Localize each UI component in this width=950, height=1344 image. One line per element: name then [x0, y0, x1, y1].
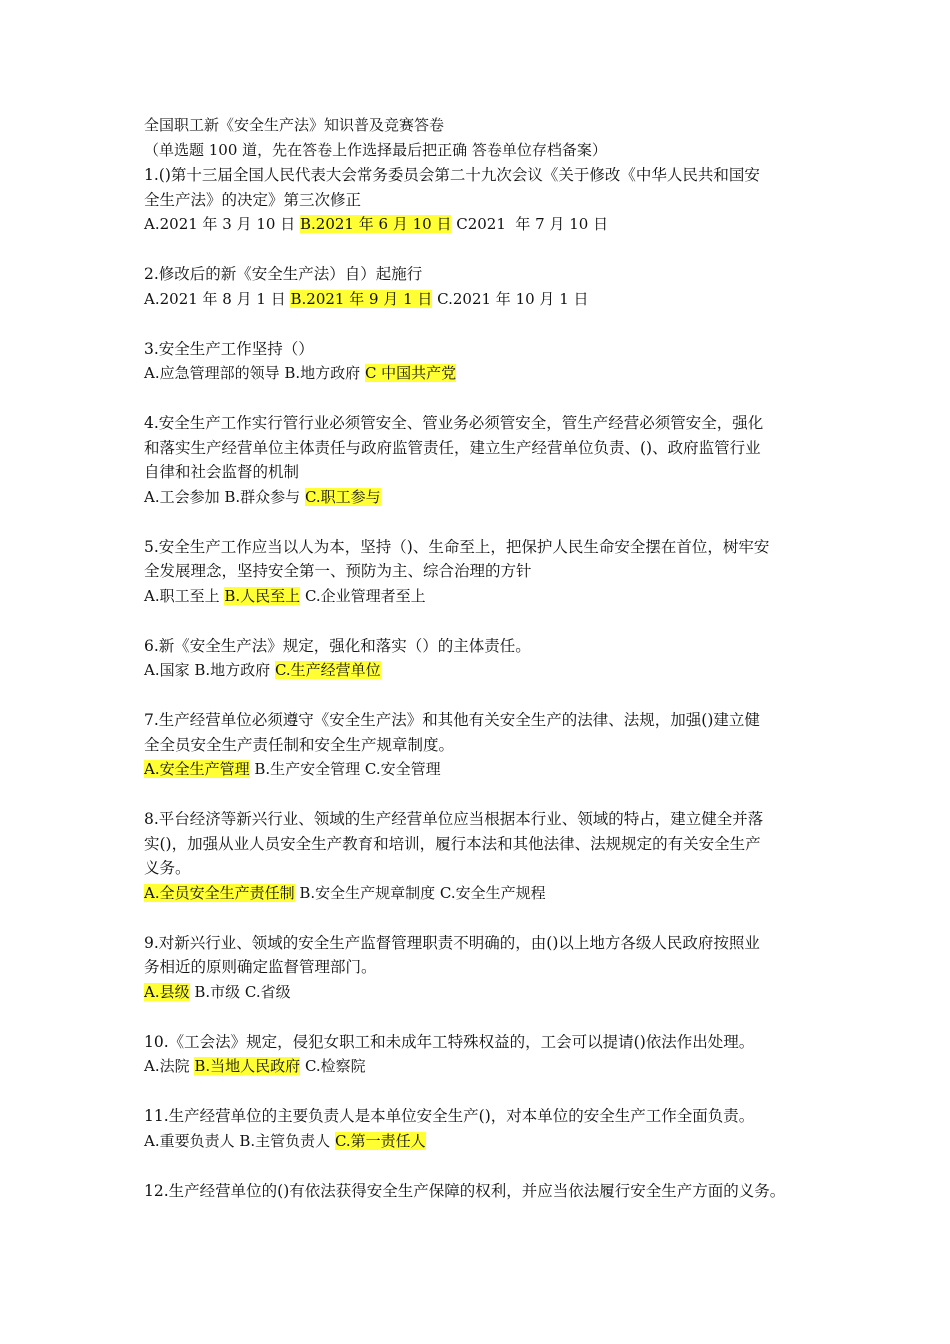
question-item — [144, 1030, 824, 1080]
answer-options — [144, 287, 824, 312]
question-item — [144, 931, 824, 1005]
question-text-line: 10.《工会法》规定，侵犯女职工和未成年工特殊权益的，工会可以提请()依法作出处理。 — [144, 1032, 755, 1051]
document-page — [144, 113, 824, 1203]
correct-answer-highlight: A.县级 — [144, 982, 190, 1001]
answer-options — [144, 881, 824, 906]
answer-option-text: B.市级 C.省级 — [189, 982, 291, 1001]
document-subtitle: （单选题 100 道，先在答卷上作选择最后把正确 答卷单位存档备案） — [144, 141, 607, 159]
answer-option-text: C.检察院 — [300, 1057, 366, 1075]
question-text-line: 12.生产经营单位的()有依法获得安全生产保障的权利，并应当依法履行安全生产方面的义务。 — [144, 1181, 786, 1200]
question-text-line: 务相近的原则确定监督管理部门。 — [144, 958, 377, 976]
question-text-line: 2.修改后的新《安全生产法）自）起施行 — [144, 265, 423, 283]
question-text-line: 1.()第十三届全国人民代表大会常务委员会第二十九次会议《关于修改《中华人民共和国安 — [144, 166, 760, 184]
question-item — [144, 163, 824, 237]
question-text-line: 和落实生产经营单位主体责任与政府监管责任，建立生产经营单位负责、()、政府监管行业 — [144, 438, 761, 457]
question-item — [144, 535, 824, 609]
correct-answer-highlight: A.安全生产管理 — [144, 760, 250, 778]
answer-option-text: A.国家 B.地方政府 — [144, 661, 275, 679]
question-text-line: 义务。 — [144, 859, 191, 877]
answer-option-text: A.法院 — [144, 1057, 195, 1075]
answer-option-text: A.工会参加 B.群众参与 — [144, 487, 305, 506]
answer-option-text: C2021 年 7 月 10 日 — [451, 215, 609, 233]
question-text-line: 全全员安全生产责任制和安全生产规章制度。 — [144, 735, 455, 754]
answer-option-text: A.应急管理部的领导 B.地方政府 — [144, 364, 365, 382]
question-text-line: 6.新《安全生产法》规定，强化和落实（）的主体责任。 — [144, 636, 531, 655]
correct-answer-highlight: B.人民至上 — [224, 586, 301, 605]
question-text-line: 11.生产经营单位的主要负责人是本单位安全生产()，对本单位的安全生产工作全面负责。 — [144, 1107, 755, 1125]
answer-options — [144, 1129, 824, 1154]
question-item — [144, 1179, 824, 1204]
question-item — [144, 411, 824, 510]
answer-options — [144, 485, 824, 510]
answer-option-text: C.企业管理者至上 — [300, 586, 426, 605]
question-list — [144, 163, 824, 1203]
answer-options — [144, 980, 824, 1005]
question-item — [144, 634, 824, 684]
answer-options — [144, 757, 824, 782]
answer-option-text: B.生产安全管理 C.安全管理 — [249, 760, 441, 778]
correct-answer-highlight: C.生产经营单位 — [274, 661, 381, 679]
question-text-line: 全发展理念，坚持安全第一、预防为主、综合治理的方针 — [144, 562, 532, 580]
question-text-line: 自律和社会监督的机制 — [144, 463, 300, 481]
correct-answer-highlight: B.2021 年 9 月 1 日 — [290, 289, 433, 308]
answer-option-text: C.2021 年 10 月 1 日 — [432, 289, 589, 308]
correct-answer-highlight: C.第一责任人 — [334, 1131, 426, 1150]
document-title: 全国职工新《安全生产法》知识普及竞赛答卷 — [144, 116, 445, 134]
answer-option-text: A.2021 年 3 月 10 日 — [144, 215, 301, 233]
question-text-line: 实()，加强从业人员安全生产教育和培训，履行本法和其他法律、法规规定的有关安全生产 — [144, 834, 761, 853]
correct-answer-highlight: C 中国共产党 — [364, 364, 457, 382]
question-item — [144, 807, 824, 906]
answer-option-text: A.2021 年 8 月 1 日 — [144, 289, 291, 308]
correct-answer-highlight: B.2021 年 6 月 10 日 — [300, 215, 452, 233]
question-item — [144, 1104, 824, 1154]
correct-answer-highlight: B.当地人民政府 — [194, 1057, 301, 1075]
answer-option-text: B.安全生产规章制度 C.安全生产规程 — [294, 883, 546, 902]
answer-options — [144, 658, 824, 683]
correct-answer-highlight: A.全员安全生产责任制 — [144, 883, 295, 902]
question-item — [144, 337, 824, 387]
question-text-line: 7.生产经营单位必须遵守《安全生产法》和其他有关安全生产的法律、法规，加强()建立健 — [144, 711, 760, 729]
answer-option-text: A.职工至上 — [144, 586, 225, 605]
question-text-line: 5.安全生产工作应当以人为本，坚持（)、生命至上，把保护人民生命安全摆在首位，树牢安 — [144, 537, 770, 556]
question-text-line: 全生产法》的决定》第三次修正 — [144, 190, 362, 209]
correct-answer-highlight: C.职工参与 — [304, 487, 381, 506]
answer-options — [144, 212, 824, 237]
answer-options — [144, 1054, 824, 1079]
answer-options — [144, 584, 824, 609]
question-text-line: 4.安全生产工作实行管行业必须管安全、管业务必须管安全，管生产经营必须管安全，强化 — [144, 414, 764, 432]
answer-options — [144, 361, 824, 386]
question-item — [144, 262, 824, 312]
question-text-line: 3.安全生产工作坚持（） — [144, 339, 314, 358]
question-item — [144, 708, 824, 782]
question-text-line: 9.对新兴行业、领域的安全生产监督管理职责不明确的，由()以上地方各级人民政府按照业 — [144, 933, 760, 952]
answer-option-text: A.重要负责人 B.主管负责人 — [144, 1131, 335, 1150]
question-text-line: 8.平台经济等新兴行业、领域的生产经营单位应当根据本行业、领域的特占，建立健全并落 — [144, 810, 764, 828]
